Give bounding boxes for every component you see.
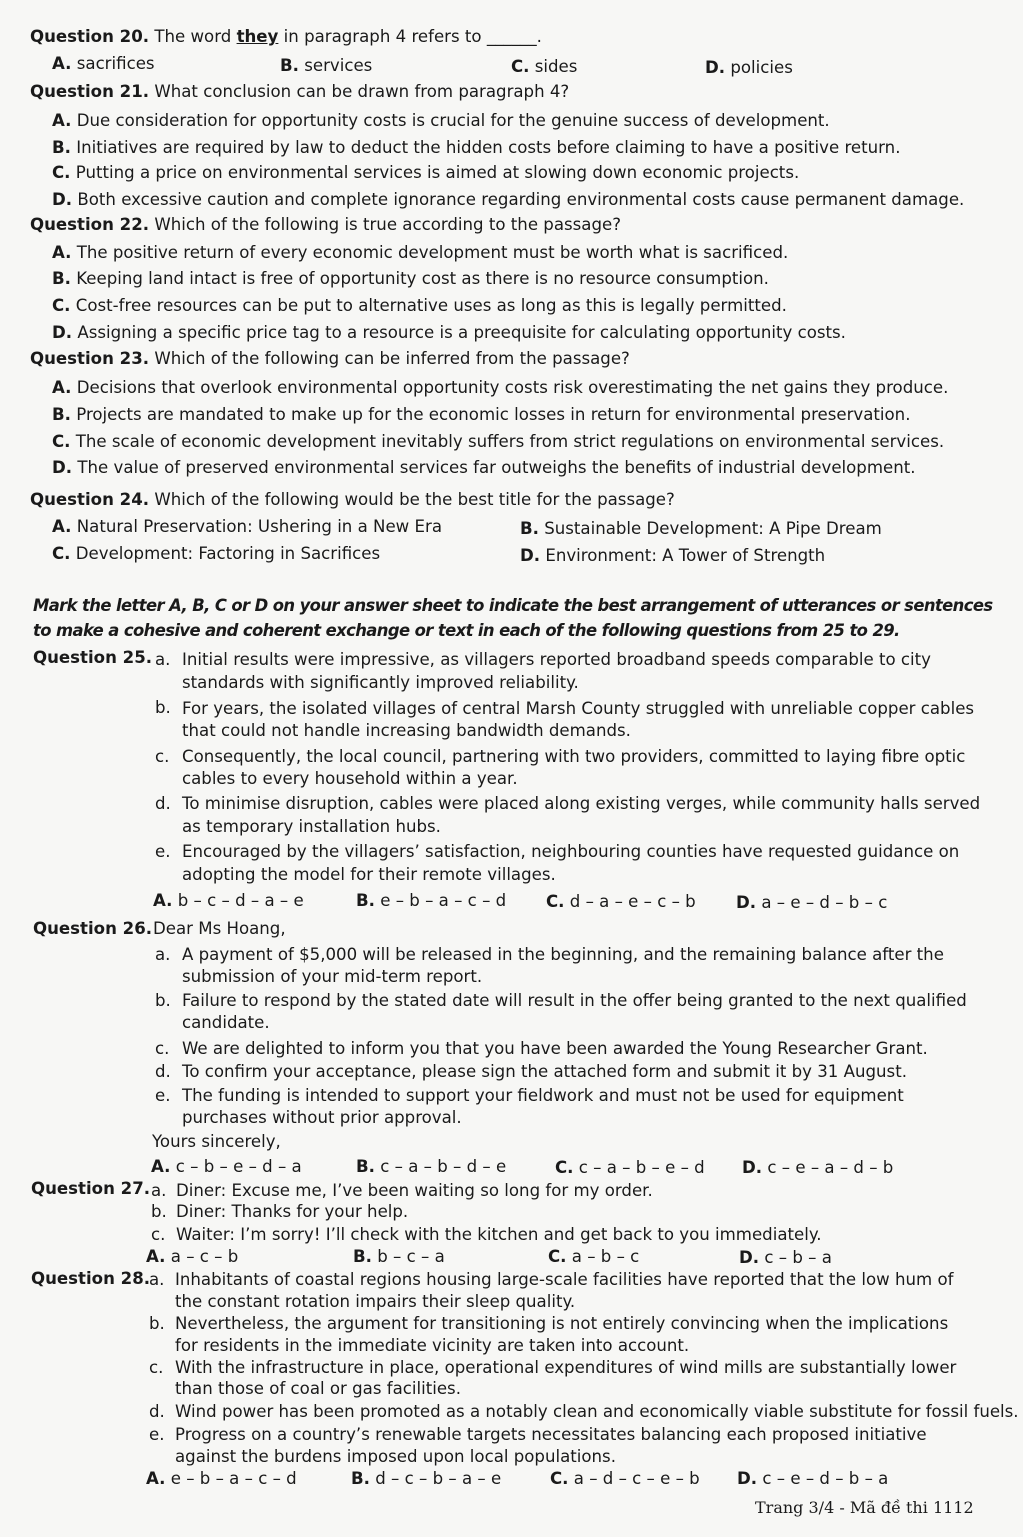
- option-text: a – b – c: [571, 1247, 640, 1266]
- option-c[interactable]: [52, 162, 799, 184]
- option-text: Putting a price on environmental services is aimed at slowing down economic projects.: [75, 163, 800, 182]
- option-b[interactable]: [520, 518, 882, 540]
- option-letter: A.: [52, 54, 72, 73]
- item-letter: a.: [155, 945, 171, 964]
- option-letter: C.: [555, 1158, 574, 1177]
- item-text: Encouraged by the villagers’ satisfaction, neighbouring counties have requested guidance on: [182, 842, 960, 861]
- item-letter: d.: [149, 1402, 165, 1421]
- option-c[interactable]: [546, 891, 696, 913]
- option-letter: A.: [52, 517, 72, 536]
- option-letter: C.: [550, 1469, 569, 1488]
- option-letter: A.: [52, 243, 72, 262]
- item-letter: b.: [155, 991, 171, 1010]
- option-text: Due consideration for opportunity costs is crucial for the genuine success of development.: [76, 111, 830, 130]
- option-letter: B.: [52, 138, 71, 157]
- question-27-label: Question 27.: [31, 1179, 151, 1198]
- option-d[interactable]: [736, 892, 887, 914]
- option-c[interactable]: [555, 1157, 705, 1179]
- item-text: For years, the isolated villages of central Marsh County struggled with unreliable copper cables: [182, 699, 975, 718]
- item-letter: e.: [155, 1086, 171, 1105]
- option-text: Development: Factoring in Sacrifices: [75, 544, 381, 563]
- option-text: c – a – b – d – e: [380, 1157, 507, 1176]
- option-letter: D.: [742, 1158, 763, 1177]
- option-text: e – b – a – c – d: [170, 1469, 297, 1488]
- option-text: c – b – e – d – a: [175, 1157, 302, 1176]
- option-text: Sustainable Development: A Pipe Dream: [544, 519, 882, 538]
- option-letter: A.: [146, 1247, 166, 1266]
- item-text: To minimise disruption, cables were placed along existing verges, while community halls served: [182, 794, 981, 813]
- question-26-label: Question 26.: [33, 919, 153, 938]
- option-text: The positive return of every economic development must be worth what is sacrificed.: [76, 243, 789, 262]
- option-c[interactable]: [511, 56, 577, 78]
- option-d[interactable]: [520, 545, 825, 567]
- option-text: Natural Preservation: Ushering in a New Era: [76, 517, 442, 536]
- option-letter: D.: [737, 1469, 758, 1488]
- item-letter: c.: [151, 1225, 166, 1244]
- option-letter: A.: [52, 378, 72, 397]
- option-text: Decisions that overlook environmental opportunity costs risk overestimating the net gains they produce.: [76, 378, 949, 397]
- item-text: To confirm your acceptance, please sign the attached form and submit it by 31 August.: [182, 1062, 907, 1081]
- option-letter: A.: [151, 1157, 171, 1176]
- item-text: Inhabitants of coastal regions housing large-scale facilities have reported that the low hum of: [175, 1270, 954, 1289]
- option-text: Cost-free resources can be put to alternative uses as long as this is legally permitted.: [75, 296, 787, 315]
- item-letter: d.: [155, 1062, 171, 1081]
- option-text: b – c – d – a – e: [177, 891, 304, 910]
- option-text: sides: [534, 57, 578, 76]
- option-text: c – b – a: [764, 1248, 832, 1267]
- option-letter: B.: [52, 405, 71, 424]
- item-letter: b.: [149, 1314, 165, 1333]
- item-text: that could not handle increasing bandwidth demands.: [182, 721, 631, 740]
- option-text: Initiatives are required by law to deduct the hidden costs before claiming to have a positive return.: [76, 138, 901, 157]
- option-c[interactable]: [550, 1468, 700, 1490]
- option-letter: A.: [146, 1469, 166, 1488]
- option-text: Both excessive caution and complete ignorance regarding environmental costs cause permanent damage.: [77, 190, 965, 209]
- question-25-label: Question 25.: [33, 648, 153, 667]
- item-text: Consequently, the local council, partnering with two providers, committed to laying fibre optic: [182, 747, 966, 766]
- question-20-stem: [30, 26, 542, 48]
- stem-text: Which of the following can be inferred from the passage?: [154, 349, 630, 368]
- option-a[interactable]: [52, 110, 830, 132]
- option-text: b – c – a: [377, 1247, 445, 1266]
- stem-text: Which of the following is true according to the passage?: [154, 215, 622, 234]
- item-text: Progress on a country’s renewable targets necessitates balancing each proposed initiative: [175, 1425, 927, 1444]
- option-b[interactable]: [351, 1468, 501, 1490]
- item-text: the constant rotation impairs their sleep quality.: [175, 1292, 576, 1311]
- item-text: for residents in the immediate vicinity are taken into account.: [175, 1336, 690, 1355]
- question-label: Question 24.: [30, 490, 150, 509]
- option-b[interactable]: [52, 404, 910, 426]
- question-label: Question 20.: [30, 27, 150, 46]
- item-text: against the burdens imposed upon local populations.: [175, 1447, 616, 1466]
- option-letter: D.: [736, 893, 757, 912]
- option-letter: B.: [351, 1469, 370, 1488]
- item-text: The funding is intended to support your fieldwork and must not be used for equipment: [182, 1086, 904, 1105]
- option-text: Keeping land intact is free of opportunity cost as there is no resource consumption.: [76, 269, 769, 288]
- option-letter: D.: [52, 323, 73, 342]
- option-text: c – e – a – d – b: [767, 1158, 894, 1177]
- option-text: policies: [730, 58, 793, 77]
- item-letter: a.: [149, 1270, 165, 1289]
- option-text: Projects are mandated to make up for the economic losses in return for environmental preservation.: [76, 405, 911, 424]
- item-text: With the infrastructure in place, operational expenditures of wind mills are substantially lower: [175, 1358, 957, 1377]
- option-c[interactable]: [548, 1246, 639, 1268]
- option-letter: D.: [705, 58, 726, 77]
- option-letter: D.: [52, 190, 73, 209]
- item-letter: c.: [155, 747, 170, 766]
- item-letter: a.: [155, 650, 171, 669]
- option-b[interactable]: [52, 268, 769, 290]
- item-text: Diner: Thanks for your help.: [176, 1202, 409, 1221]
- option-letter: B.: [353, 1247, 372, 1266]
- option-a[interactable]: [52, 377, 948, 399]
- option-letter: B.: [520, 519, 539, 538]
- letter-greeting: Dear Ms Hoang,: [153, 919, 286, 938]
- option-text: d – a – e – c – b: [569, 892, 696, 911]
- section-instruction-line-1: Mark the letter A, B, C or D on your answer sheet to indicate the best arrangement of utterances or sentences: [33, 596, 993, 615]
- option-text: The value of preserved environmental services far outweighs the benefits of industrial development.: [77, 458, 916, 477]
- option-text: Environment: A Tower of Strength: [545, 546, 826, 565]
- option-b[interactable]: [280, 55, 372, 77]
- option-a[interactable]: [52, 516, 442, 538]
- option-text: c – e – d – b – a: [762, 1469, 889, 1488]
- option-d[interactable]: [52, 322, 846, 344]
- item-text: as temporary installation hubs.: [182, 817, 441, 836]
- question-label: Question 23.: [30, 349, 150, 368]
- stem-text: What conclusion can be drawn from paragraph 4?: [154, 82, 570, 101]
- option-d[interactable]: [52, 457, 916, 479]
- option-text: a – c – b: [170, 1247, 239, 1266]
- option-text: d – c – b – a – e: [375, 1469, 502, 1488]
- option-letter: A.: [52, 111, 72, 130]
- item-letter: c.: [149, 1358, 164, 1377]
- question-21-stem: [30, 81, 569, 103]
- stem-text: Which of the following would be the best title for the passage?: [154, 490, 675, 509]
- option-letter: B.: [356, 891, 375, 910]
- item-text: Waiter: I’m sorry! I’ll check with the kitchen and get back to you immediately.: [176, 1225, 822, 1244]
- option-c[interactable]: [52, 431, 944, 453]
- question-label: Question 22.: [30, 215, 150, 234]
- option-text: a – d – c – e – b: [573, 1469, 700, 1488]
- item-letter: b.: [155, 698, 171, 717]
- option-a[interactable]: [151, 1156, 302, 1178]
- item-text: We are delighted to inform you that you have been awarded the Young Researcher Grant.: [182, 1039, 928, 1058]
- option-letter: C.: [548, 1247, 567, 1266]
- option-text: a – e – d – b – c: [761, 893, 888, 912]
- option-letter: D.: [520, 546, 541, 565]
- option-c[interactable]: [52, 295, 787, 317]
- option-a[interactable]: [52, 242, 788, 264]
- option-letter: D.: [739, 1248, 760, 1267]
- item-text: Failure to respond by the stated date will result in the offer being granted to the next qualified: [182, 991, 967, 1010]
- option-letter: C.: [52, 544, 71, 563]
- option-b[interactable]: [353, 1246, 445, 1268]
- option-a[interactable]: [153, 890, 304, 912]
- option-b[interactable]: [356, 890, 506, 912]
- question-22-stem: [30, 214, 621, 236]
- item-text: standards with significantly improved reliability.: [182, 673, 579, 692]
- letter-closing: Yours sincerely,: [152, 1132, 281, 1151]
- option-text: sacrifices: [76, 54, 155, 73]
- option-text: services: [304, 56, 373, 75]
- stem-text: in paragraph 4 refers to ______.: [283, 27, 542, 46]
- item-text: than those of coal or gas facilities.: [175, 1379, 461, 1398]
- option-d[interactable]: [742, 1157, 893, 1179]
- option-c[interactable]: [52, 543, 380, 565]
- option-text: e – b – a – c – d: [380, 891, 507, 910]
- item-letter: b.: [151, 1202, 167, 1221]
- question-24-stem: [30, 489, 675, 511]
- item-text: Wind power has been promoted as a notably clean and economically viable substitute for fossil fuels.: [175, 1402, 1019, 1421]
- section-instruction-line-2: to make a cohesive and coherent exchange or text in each of the following questions from 25 to 29.: [33, 621, 900, 640]
- option-letter: C.: [546, 892, 565, 911]
- option-letter: A.: [153, 891, 173, 910]
- option-d[interactable]: [737, 1468, 888, 1490]
- item-letter: c.: [155, 1039, 170, 1058]
- option-d[interactable]: [705, 57, 793, 79]
- page-footer: Trang 3/4 - Mã đề thi 1112: [755, 1498, 974, 1517]
- option-letter: C.: [511, 57, 530, 76]
- option-letter: D.: [52, 458, 73, 477]
- option-text: c – a – b – e – d: [578, 1158, 705, 1177]
- option-letter: C.: [52, 296, 71, 315]
- item-text: adopting the model for their remote villages.: [182, 865, 556, 884]
- option-letter: B.: [356, 1157, 375, 1176]
- item-text: Diner: Excuse me, I’ve been waiting so long for my order.: [176, 1181, 653, 1200]
- underlined-word: they: [236, 27, 279, 46]
- stem-text: The word: [154, 27, 232, 46]
- item-letter: d.: [155, 794, 171, 813]
- question-label: Question 21.: [30, 82, 150, 101]
- item-text: candidate.: [182, 1013, 270, 1032]
- option-text: Assigning a specific price tag to a resource is a preequisite for calculating opportunity costs.: [77, 323, 846, 342]
- item-text: Nevertheless, the argument for transitioning is not entirely convincing when the implications: [175, 1314, 949, 1333]
- option-text: The scale of economic development inevitably suffers from strict regulations on environmental services.: [75, 432, 945, 451]
- item-text: A payment of $5,000 will be released in the beginning, and the remaining balance after the: [182, 945, 944, 964]
- item-letter: a.: [151, 1181, 167, 1200]
- item-text: cables to every household within a year.: [182, 769, 518, 788]
- question-23-stem: [30, 348, 630, 370]
- option-a[interactable]: [52, 53, 155, 75]
- option-b[interactable]: [356, 1156, 506, 1178]
- option-letter: C.: [52, 432, 71, 451]
- item-letter: e.: [149, 1425, 165, 1444]
- option-a[interactable]: [146, 1468, 297, 1490]
- item-text: Initial results were impressive, as villagers reported broadband speeds comparable to city: [182, 650, 931, 669]
- option-d[interactable]: [52, 189, 964, 211]
- question-28-label: Question 28.: [31, 1269, 151, 1288]
- item-letter: e.: [155, 842, 171, 861]
- option-a[interactable]: [146, 1246, 238, 1268]
- option-b[interactable]: [52, 137, 900, 159]
- item-text: submission of your mid-term report.: [182, 967, 483, 986]
- option-letter: B.: [280, 56, 299, 75]
- option-letter: B.: [52, 269, 71, 288]
- item-text: purchases without prior approval.: [182, 1108, 462, 1127]
- option-letter: C.: [52, 163, 71, 182]
- option-d[interactable]: [739, 1247, 832, 1269]
